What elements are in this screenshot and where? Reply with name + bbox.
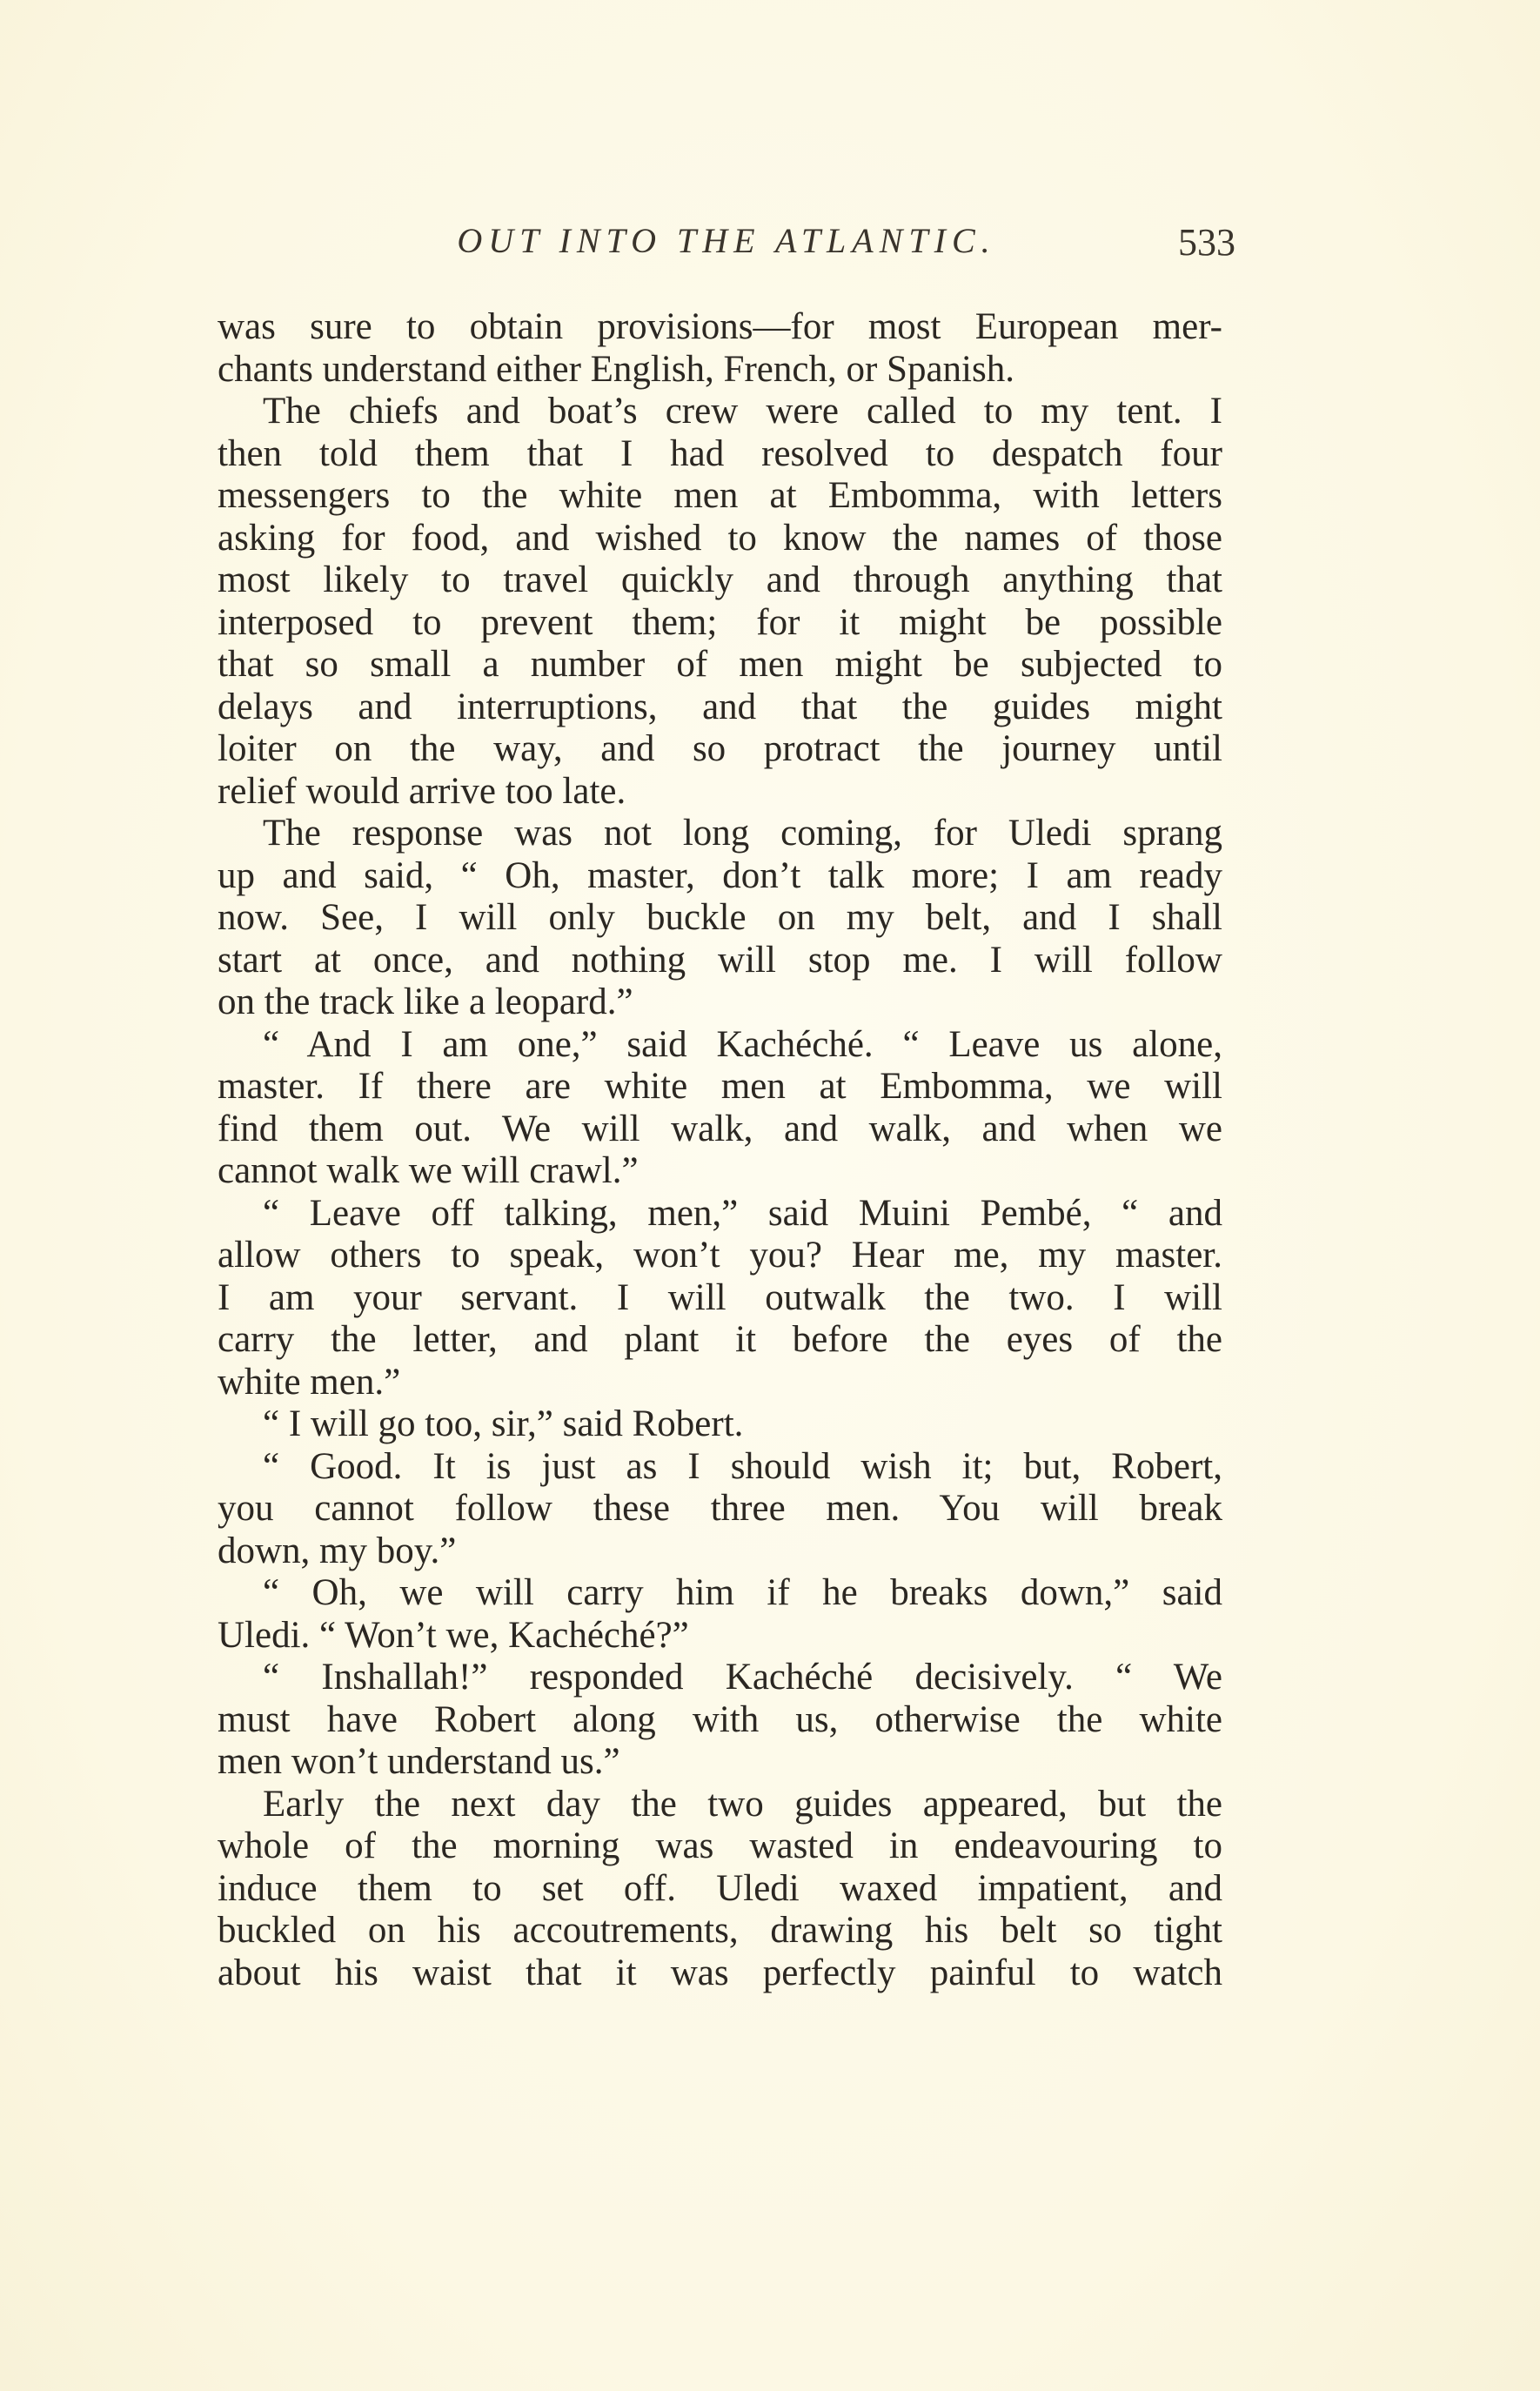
text-line: I am your servant. I will outwalk the two. I will [218, 1276, 1222, 1318]
running-title: OUT INTO THE ATLANTIC. [457, 221, 996, 260]
text-line: loiter on the way, and so protract the journey until [218, 728, 1222, 769]
text-line: now. See, I will only buckle on my belt, and I shall [218, 897, 1222, 938]
text-line: whole of the morning was wasted in endeavouring to [218, 1825, 1222, 1866]
body-text [218, 306, 1222, 1994]
text-line: start at once, and nothing will stop me. I will follow [218, 939, 1222, 981]
text-line: interposed to prevent them; for it might be possible [218, 601, 1222, 643]
text-line: The chiefs and boat’s crew were called to my tent. I [263, 391, 1222, 432]
text-line: Uledi. “ Won’t we, Kachéché?” [218, 1614, 689, 1656]
text-line: The response was not long coming, for Uledi sprang [263, 813, 1222, 854]
text-line: about his waist that it was perfectly painful to watch [218, 1952, 1222, 1993]
text-line: “ Leave off talking, men,” said Muini Pembé, “ and [263, 1192, 1222, 1234]
text-line: “ Inshallah!” responded Kachéché decisively. “ We [263, 1657, 1222, 1698]
text-line: Early the next day the two guides appeared, but the [263, 1783, 1222, 1825]
text-line: carry the letter, and plant it before the eyes of the [218, 1319, 1222, 1360]
text-line: then told them that I had resolved to despatch four [218, 432, 1222, 474]
text-line: master. If there are white men at Embomma, we will [218, 1066, 1222, 1107]
text-line: messengers to the white men at Embomma, with letters [218, 475, 1222, 516]
text-line: asking for food, and wished to know the names of those [218, 517, 1222, 559]
text-line: was sure to obtain provisions—for most European mer- [218, 306, 1222, 347]
text-line: must have Robert along with us, otherwise the white [218, 1698, 1222, 1740]
text-line: “ Good. It is just as I should wish it; but, Robert, [263, 1445, 1222, 1487]
text-line: “ And I am one,” said Kachéché. “ Leave us alone, [263, 1023, 1222, 1065]
text-line: that so small a number of men might be subjected to [218, 644, 1222, 685]
text-line: men won’t understand us.” [218, 1741, 620, 1782]
text-line: cannot walk we will crawl.” [218, 1150, 639, 1191]
text-line: up and said, “ Oh, master, don’t talk more; I am ready [218, 854, 1222, 896]
text-line: down, my boy.” [218, 1530, 457, 1571]
text-line: delays and interruptions, and that the guides might [218, 686, 1222, 727]
text-line: most likely to travel quickly and through anything that [218, 559, 1222, 600]
text-line: relief would arrive too late. [218, 770, 626, 812]
running-head [218, 220, 1235, 272]
text-line: on the track like a leopard.” [218, 981, 633, 1022]
text-line: buckled on his accoutrements, drawing his belt so tight [218, 1910, 1222, 1951]
text-line: “ Oh, we will carry him if he breaks down,” said [263, 1572, 1222, 1613]
text-line: chants understand either English, French, or Spanish. [218, 348, 1014, 390]
text-line: you cannot follow these three men. You will break [218, 1488, 1222, 1529]
text-line: find them out. We will walk, and walk, and when we [218, 1108, 1222, 1149]
text-line: “ I will go too, sir,” said Robert. [263, 1403, 744, 1444]
text-line: allow others to speak, won’t you? Hear me, my master. [218, 1235, 1222, 1276]
text-line: white men.” [218, 1361, 401, 1403]
text-line: induce them to set off. Uledi waxed impatient, and [218, 1867, 1222, 1909]
page-number: 533 [1178, 221, 1235, 264]
